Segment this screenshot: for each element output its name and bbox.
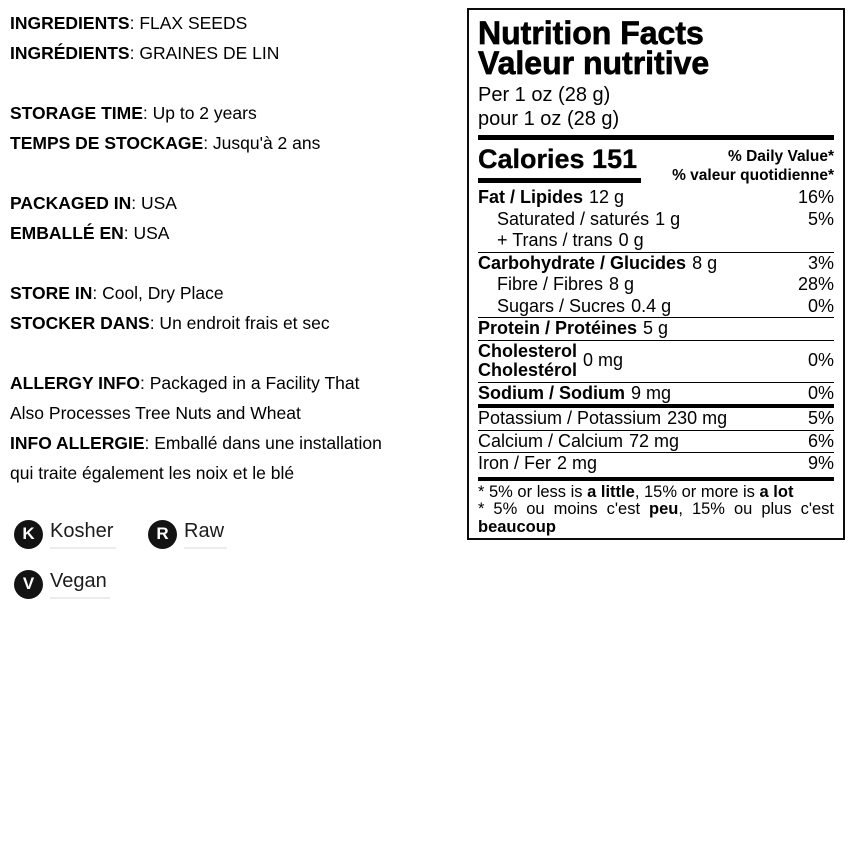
calories-value: Calories 151 [478,145,641,183]
info-line: STORAGE TIME: Up to 2 years [10,103,257,123]
panel-title-en: Nutrition Facts [478,15,704,51]
nutrient-row [478,430,834,453]
nutrient-dv-percent: 6% [807,430,834,451]
nutrient-row [478,340,834,382]
serving-size-en: Per 1 oz (28 g) [478,84,611,106]
nutrient-amount: 2 mg [557,453,598,473]
nutrient-name: Carbohydrate / Glucides [478,252,687,273]
info-group [10,188,467,248]
nutrient-amount: 9 mg [631,382,672,403]
badge-label: Vegan [50,569,110,599]
footnote: * 5% ou moins c'est peu, 15% ou plus c'est beaucoup [478,500,834,536]
calories-row [478,145,834,185]
nutrient-amount: 12 g [589,187,625,207]
nutrient-amount: 1 g [655,208,681,229]
info-line: ALLERGY INFO: Packaged in a Facility That [10,373,360,393]
nutrient-amount: 0 g [618,230,644,250]
info-line: EMBALLÉ EN: USA [10,223,170,243]
daily-value-heading-en: % Daily Value* [728,148,834,165]
info-line: STORE IN: Cool, Dry Place [10,283,224,303]
badge-kosher [14,519,116,549]
nutrient-row [478,230,834,252]
nutrient-name: Calcium / Calcium [478,430,624,451]
badge-label: Kosher [50,519,116,549]
nutrient-name: Fibre / Fibres [497,274,604,294]
nutrient-amount: 230 mg [667,408,728,428]
nutrient-dv-percent: 5% [807,208,834,229]
thick-divider [478,135,834,140]
nutrient-row [478,317,834,340]
nutrient-amount: 8 g [692,252,718,273]
nutrient-name: Sugars / Sucres [497,295,626,316]
serving-size-fr: pour 1 oz (28 g) [478,108,620,130]
nutrient-name: Potassium / Potassium [478,408,662,428]
nutrient-name: Saturated / saturés [497,208,650,229]
nutrient-dv-percent: 16% [797,187,834,207]
info-group [10,8,467,68]
product-info [10,8,467,518]
nutrient-dv-percent: 0% [807,350,834,371]
daily-value-heading-fr: % valeur quotidienne* [672,167,834,184]
thick-divider-bottom [478,477,834,481]
nutrient-row [478,252,834,275]
nutrient-name: Protein / Protéines [478,318,638,338]
nutrient-dv-percent: 9% [807,453,834,473]
nutrient-row [478,452,834,475]
badge-vegan [14,569,110,599]
daily-value-heading [672,145,834,185]
nutrient-dv-percent: 28% [797,274,834,294]
nutrient-row [478,187,834,209]
badge-label: Raw [184,519,227,549]
info-line: qui traite également les noix et le blé [10,463,295,483]
nutrient-table [478,187,834,475]
nutrition-facts-panel [467,8,845,540]
nutrient-name: Sodium / Sodium [478,382,625,403]
nutrient-row [478,274,834,296]
nutrient-row [478,382,834,405]
footnotes [478,484,834,537]
info-group [10,368,467,488]
info-line: INFO ALLERGIE: Emballé dans une installation [10,433,382,453]
nutrient-name: Fat / Lipides [478,187,584,207]
footnote: * 5% or less is a little, 15% or more is a lot [478,482,794,501]
nutrient-row [478,209,834,231]
nutrient-dv-percent: 0% [807,295,834,316]
nutrient-dv-percent: 5% [807,408,834,428]
panel-title-fr: Valeur nutritive [478,45,710,81]
nutrient-amount: 72 mg [629,430,680,451]
nutrient-name: Cholesterol Cholestérol [478,340,578,380]
badge-raw [148,519,227,549]
info-group [10,278,467,338]
raw-icon: R [148,520,177,549]
vegan-icon: V [14,570,43,599]
info-line: TEMPS DE STOCKAGE: Jusqu'à 2 ans [10,133,321,153]
nutrient-name: Iron / Fer [478,453,552,473]
nutrient-amount: 8 g [609,274,635,294]
nutrient-dv-percent: 3% [807,252,834,273]
info-line: INGREDIENTS: FLAX SEEDS [10,13,248,33]
nutrient-name: + Trans / trans [497,230,613,250]
nutrient-row [478,296,834,318]
nutrient-amount: 0.4 g [631,295,672,316]
nutrient-amount: 0 mg [583,350,624,371]
kosher-icon: K [14,520,43,549]
info-line: STOCKER DANS: Un endroit frais et sec [10,313,330,333]
info-group [10,98,467,158]
nutrient-dv-percent: 0% [807,382,834,403]
info-line: INGRÉDIENTS: GRAINES DE LIN [10,43,280,63]
nutrient-row [478,404,834,430]
nutrient-amount: 5 g [643,318,669,338]
info-line: Also Processes Tree Nuts and Wheat [10,403,301,423]
info-line: PACKAGED IN: USA [10,193,177,213]
